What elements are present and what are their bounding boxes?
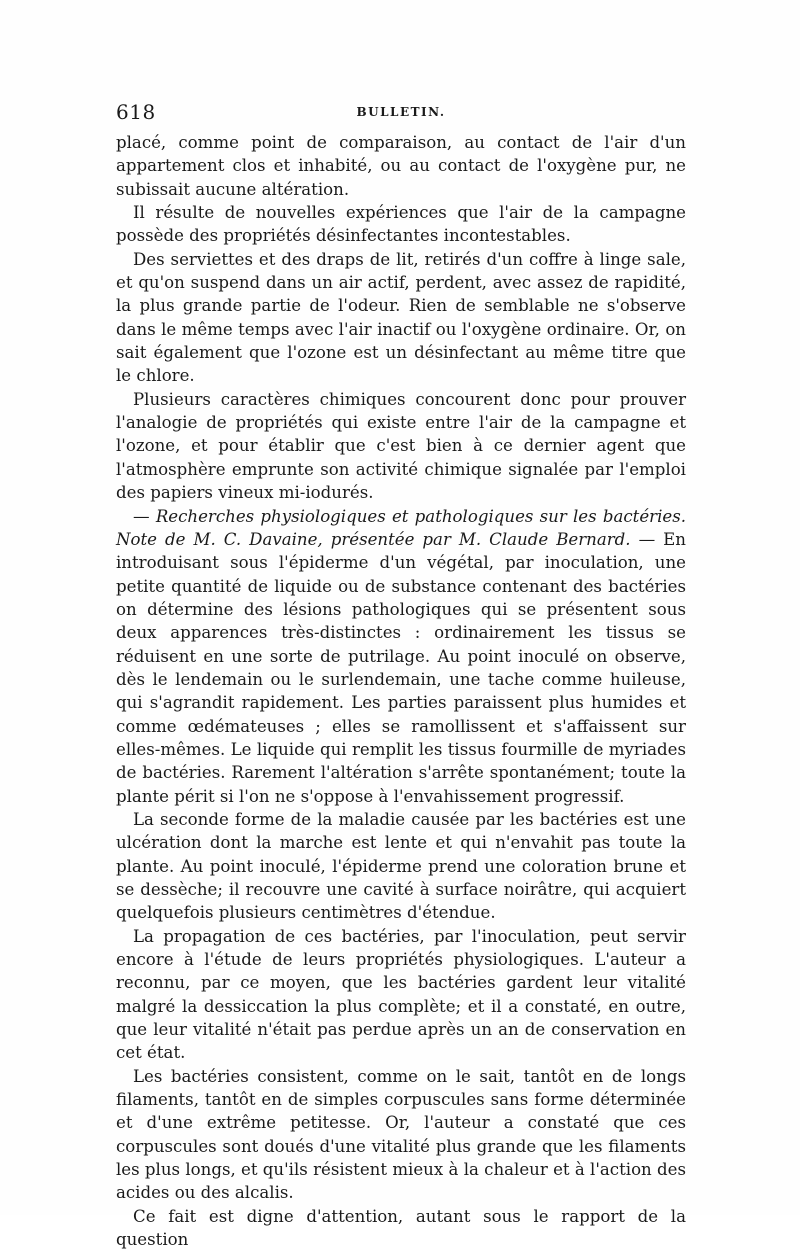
paragraph-corpuscles: Les bactéries consistent, comme on le sait, tantôt en de longs filaments, tantôt en de simples corpuscules sans forme déterminée et d'une extrême petitesse. Or, l'auteur a constaté que ces corpuscules sont doués d'une vitalité plus grande que les filaments les plus longs, et qu'ils résistent mieux à la chaleur et à l'action des acides ou des alcalis. [116, 1066, 686, 1203]
page-number: 618 [116, 100, 156, 124]
paragraph-second-form: La seconde forme de la maladie causée par les bactéries est une ulcération dont la marche est lente et qui n'envahit pas toute la plante. Au point inoculé, l'épiderme prend une coloration brune et se dessèche; il recouvre une cavité à surface noirâtre, qui acquiert quelquefois plusieurs centimètres d'étendue. [116, 809, 686, 923]
paragraph-propagation: La propagation de ces bactéries, par l'inoculation, peut servir encore à l'étude de leurs propriétés physiologiques. L'auteur a reconnu, par ce moyen, que les bactéries gardent leur vitalité malgré la dessiccation la plus complète; et il a constaté, en outre, que leur vitalité n'était pas perdue après un an de conservation en cet état. [116, 926, 686, 1063]
paragraph-ozone-analogy: Plusieurs caractères chimiques concourent donc pour prouver l'analogie de propriétés qui existe entre l'air de la campagne et l'ozone, et pour établir que c'est bien à ce dernier agent que l'atmosphère emprunte son activité chimique signalée par l'emploi des papiers vineux mi-iodurés. [116, 389, 686, 503]
note-title: Recherches physiologiques et pathologiques sur les bactéries. Note de M. C. Davaine, présentée par M. Claude Bernard. [116, 506, 686, 549]
paragraph-final-line: Ce fait est digne d'attention, autant sous le rapport de la question [116, 1206, 686, 1250]
paragraph-country-air: Il résulte de nouvelles expériences que l'air de la campagne possède des propriétés désinfectantes incontestables. [116, 203, 686, 246]
paragraph-linens: Des serviettes et des draps de lit, retirés d'un coffre à linge sale, et qu'on suspend dans un air actif, perdent, avec assez de rapidité, la plus grande partie de l'odeur. Rien de semblable ne s'observe dans le même temps avec l'air inactif ou l'oxygène ordinaire. Or, on sait également que l'ozone est un désinfectant au même titre que le chlore. [116, 249, 686, 386]
page-header [116, 100, 686, 126]
paragraph-continuation: placé, comme point de comparaison, au contact de l'air d'un appartement clos et inhabité, ou au contact de l'oxygène pur, ne subissait aucune altération. [116, 133, 686, 199]
running-head: BULLETIN. [356, 105, 446, 119]
paragraph-bacteria-note: — Recherches physiologiques et pathologiques sur les bactéries. Note de M. C. Davaine, présentée par M. Claude Bernard. — En introduisant sous l'épiderme d'un végétal, par inoculation, une petite quantité de liquide ou de substance contenant des bactéries on détermine des lésions pathologiques qui se présentent sous deux apparences très-distinctes : ordinairement les tissus se réduisent en une sorte de putrilage. Au point inoculé on observe, dès le lendemain ou le surlendemain, une tache comme huileuse, qui s'agrandit rapidement. Les parties paraissent plus humides et comme œdémateuses ; elles se ramollissent et s'affaissent sur elles-mêmes. Le liquide qui remplit les tissus fourmille de myriades de bactéries. Rarement l'altération s'arrête spontanément; toute la plante périt si l'on ne s'oppose à l'envahissement progressif. [116, 506, 686, 806]
body-text [116, 131, 686, 1252]
